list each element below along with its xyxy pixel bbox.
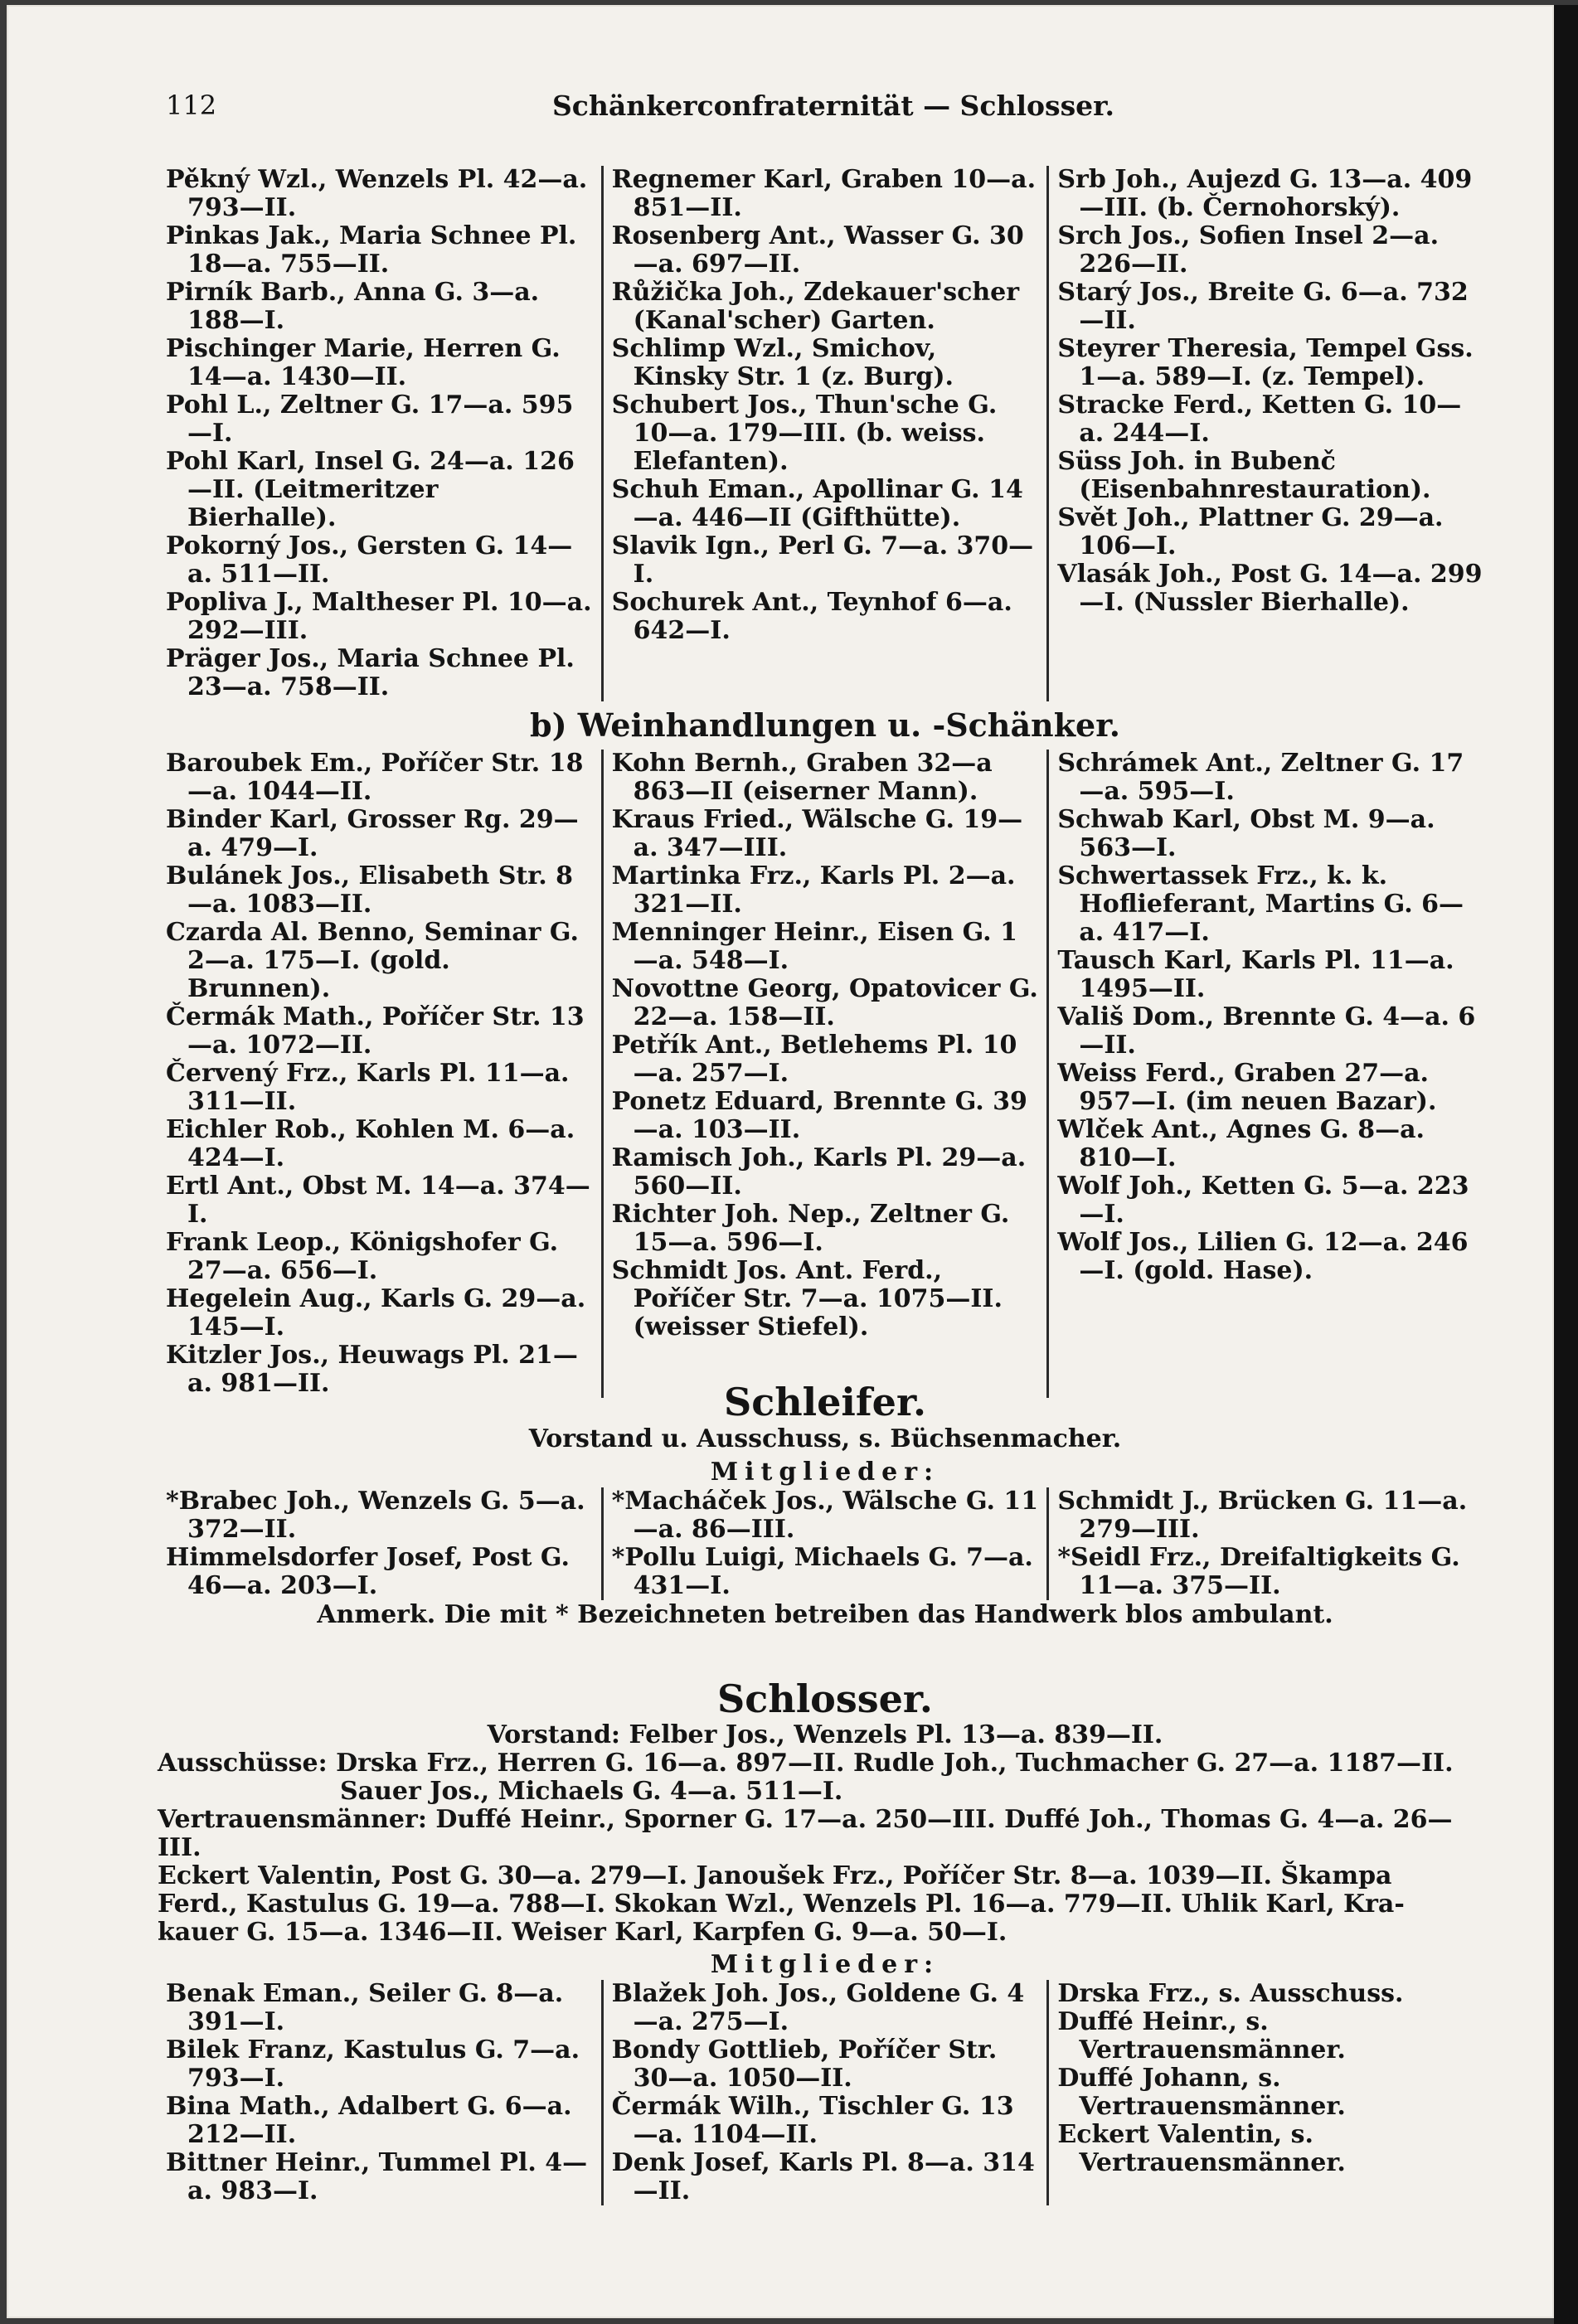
directory-entry: Schmidt Jos. Ant. Ferd., Poříčer Str. 7—a. 1075—II. (weisser Stiefel). <box>611 1256 1003 1342</box>
directory-entry: Tausch Karl, Karls Pl. 11—a. 1495—II. <box>1057 946 1454 1003</box>
running-title: Schänkerconfraternität — Schlosser. <box>551 90 1115 122</box>
directory-entry: Baroubek Em., Poříčer Str. 18—a. 1044—II. <box>166 750 584 806</box>
directory-entry: Denk Josef, Karls Pl. 8—a. 314—II. <box>611 2148 1035 2205</box>
directory-entry: Svět Joh., Plattner G. 29—a. 106—I. <box>1057 503 1444 560</box>
directory-entry: Weiss Ferd., Graben 27—a. 957—I. (im neuen Bazar). <box>1057 1059 1437 1116</box>
directory-entry: Duffé Johann, s. Vertrauensmänner. <box>1057 2064 1346 2121</box>
directory-entry: Sochurek Ant., Teynhof 6—a. 642—I. <box>611 588 1012 645</box>
directory-entry: Eckert Valentin, s. Vertrauensmänner. <box>1057 2120 1346 2177</box>
directory-entry: Bilek Franz, Kastulus G. 7—a. 793—I. <box>166 2035 580 2093</box>
column-left <box>158 1980 601 2205</box>
section-weinhandlungen <box>158 706 1493 1398</box>
directory-entry: *Macháček Jos., Wälsche G. 11—a. 86—III. <box>611 1487 1039 1544</box>
directory-entry: Kitzler Jos., Heuwags Pl. 21—a. 981—II. <box>166 1341 578 1398</box>
officers-lines <box>158 1721 1493 1947</box>
directory-entry: Wolf Jos., Lilien G. 12—a. 246—I. (gold. Hase). <box>1057 1228 1469 1285</box>
directory-entry: Schuh Eman., Apollinar G. 14—a. 446—II (Gifthütte). <box>611 475 1023 532</box>
directory-entry: Bulánek Jos., Elisabeth Str. 8—a. 1083—II. <box>166 861 574 919</box>
directory-entry: Ertl Ant., Obst M. 14—a. 374—I. <box>166 1172 590 1229</box>
officers-line: Vertrauensmänner: Duffé Heinr., Sporner G. 17—a. 250—III. Duffé Joh., Thomas G. 4—a. 26—III. <box>158 1805 1453 1862</box>
column-right <box>1046 1980 1493 2205</box>
mitglieder-label: Mitglieder: <box>710 1950 940 1979</box>
directory-entry: Himmelsdorfer Josef, Post G. 46—a. 203—I. <box>166 1543 570 1600</box>
officers-line: kauer G. 15—a. 1346—II. Weiser Karl, Karpfen G. 9—a. 50—I. <box>158 1918 1007 1947</box>
directory-entry: Novottne Georg, Opatovicer G. 22—a. 158—II. <box>611 974 1038 1031</box>
mitglieder-label: Mitglieder: <box>710 1458 940 1487</box>
directory-entry: Ponetz Eduard, Brennte G. 39—a. 103—II. <box>611 1087 1027 1144</box>
directory-entry: Pischinger Marie, Herren G. 14—a. 1430—II. <box>166 334 561 391</box>
directory-entry: Starý Jos., Breite G. 6—a. 732—II. <box>1057 278 1469 335</box>
directory-entry: Vališ Dom., Brennte G. 4—a. 6—II. <box>1057 1002 1476 1060</box>
directory-entry: Ramisch Joh., Karls Pl. 29—a. 560—II. <box>611 1143 1027 1201</box>
column-left <box>158 166 601 701</box>
column-middle <box>601 750 1047 1398</box>
section-heading: b) Weinhandlungen u. -Schänker. <box>530 706 1120 744</box>
directory-entry: Čermák Math., Poříčer Str. 13—a. 1072—II. <box>166 1002 585 1060</box>
officers-line: Ausschüsse: Drska Frz., Herren G. 16—a. 897—II. Rudle Joh., Tuchmacher G. 27—a. 1187—II. <box>158 1749 1454 1778</box>
directory-entry: Pokorný Jos., Gersten G. 14—a. 511—II. <box>166 531 573 589</box>
directory-entry: Růžička Joh., Zdekauer'scher (Kanal'scher) Garten. <box>611 278 1020 335</box>
page-edge <box>1554 5 1578 2324</box>
directory-entry: Schwab Karl, Obst M. 9—a. 563—I. <box>1057 805 1435 862</box>
directory-entry: Drska Frz., s. Ausschuss. <box>1057 1980 1404 2008</box>
column-middle <box>601 1980 1047 2205</box>
directory-entry: Hegelein Aug., Karls G. 29—a. 145—I. <box>166 1284 586 1342</box>
footnote: Anmerk. Die mit * Bezeichneten betreiben das Handwerk blos ambulant. <box>317 1600 1333 1629</box>
directory-entry: Martinka Frz., Karls Pl. 2—a. 321—II. <box>611 861 1016 919</box>
directory-entry: Petřík Ant., Betlehems Pl. 10—a. 257—I. <box>611 1031 1017 1088</box>
officers-line: Sauer Jos., Michaels G. 4—a. 511—I. <box>340 1777 843 1806</box>
column-middle <box>601 1487 1047 1600</box>
directory-entry: Richter Joh. Nep., Zeltner G. 15—a. 596—I. <box>611 1200 1010 1257</box>
directory-entry: Süss Joh. in Bubenč (Eisenbahnrestauration). <box>1057 447 1431 504</box>
directory-entry: Stracke Ferd., Ketten G. 10—a. 244—I. <box>1057 391 1462 448</box>
directory-entry: Binder Karl, Grosser Rg. 29—a. 479—I. <box>166 805 579 862</box>
directory-entry: Präger Jos., Maria Schnee Pl. 23—a. 758—II. <box>166 644 575 701</box>
directory-entry: Blažek Joh. Jos., Goldene G. 4—a. 275—I. <box>611 1980 1025 2036</box>
page-header <box>166 90 1501 126</box>
vorstand-line: Vorstand u. Ausschuss, s. Büchsenmacher. <box>528 1424 1122 1453</box>
officers-line: Ferd., Kastulus G. 19—a. 788—I. Skokan Wzl., Wenzels Pl. 16—a. 779—II. Uhlik Karl, Kra- <box>158 1890 1405 1919</box>
directory-entry: Kohn Bernh., Graben 32—a 863—II (eiserner Mann). <box>611 750 993 806</box>
section-heading: Schlosser. <box>717 1676 933 1721</box>
directory-entry: Červený Frz., Karls Pl. 11—a. 311—II. <box>166 1059 570 1116</box>
directory-entry: Regnemer Karl, Graben 10—a. 851—II. <box>611 166 1037 222</box>
directory-entry: Pohl L., Zeltner G. 17—a. 595—I. <box>166 391 574 448</box>
directory-entry: Pinkas Jak., Maria Schnee Pl. 18—a. 755—II. <box>166 221 577 279</box>
directory-entry: Čermák Wilh., Tischler G. 13—a. 1104—II. <box>611 2092 1014 2149</box>
directory-entry: Eichler Rob., Kohlen M. 6—a. 424—I. <box>166 1115 575 1172</box>
directory-entry: Czarda Al. Benno, Seminar G. 2—a. 175—I. (gold. Brunnen). <box>166 918 579 1003</box>
directory-entry: *Seidl Frz., Dreifaltigkeits G. 11—a. 375—II. <box>1057 1543 1460 1600</box>
officers-line: Vorstand: Felber Jos., Wenzels Pl. 13—a. 839—II. <box>487 1720 1163 1749</box>
directory-entry: Menninger Heinr., Eisen G. 1—a. 548—I. <box>611 918 1017 975</box>
officers-line: Eckert Valentin, Post G. 30—a. 279—I. Janoušek Frz., Poříčer Str. 8—a. 1039—II. Škampa <box>158 1861 1392 1890</box>
directory-entry: Steyrer Theresia, Tempel Gss. 1—a. 589—I. (z. Tempel). <box>1057 334 1474 391</box>
directory-entry: Schrámek Ant., Zeltner G. 17—a. 595—I. <box>1057 750 1464 806</box>
column-right <box>1046 1487 1493 1600</box>
directory-entry: Vlasák Joh., Post G. 14—a. 299—I. (Nussler Bierhalle). <box>1057 560 1483 617</box>
column-right <box>1046 166 1493 701</box>
directory-entry: Schubert Jos., Thun'sche G. 10—a. 179—III. (b. weiss. Elefanten). <box>611 391 998 476</box>
directory-entry: Kraus Fried., Wälsche G. 19—a. 347—III. <box>611 805 1023 862</box>
section-top <box>158 166 1493 701</box>
directory-entry: Pěkný Wzl., Wenzels Pl. 42—a. 793—II. <box>166 166 588 222</box>
directory-entry: Frank Leop., Königshofer G. 27—a. 656—I. <box>166 1228 559 1285</box>
directory-entry: Duffé Heinr., s. Vertrauensmänner. <box>1057 2007 1346 2064</box>
directory-entry: Slavik Ign., Perl G. 7—a. 370—I. <box>611 531 1034 589</box>
directory-entry: Pirník Barb., Anna G. 3—a. 188—I. <box>166 278 540 335</box>
directory-entry: *Pollu Luigi, Michaels G. 7—a. 431—I. <box>611 1543 1033 1600</box>
directory-entry: Schwertassek Frz., k. k. Hoflieferant, Martins G. 6—a. 417—I. <box>1057 861 1464 947</box>
section-schlosser <box>158 1676 1493 2205</box>
directory-entry: Benak Eman., Seiler G. 8—a. 391—I. <box>166 1980 564 2036</box>
directory-entry: Rosenberg Ant., Wasser G. 30—a. 697—II. <box>611 221 1024 279</box>
section-schleifer <box>158 1380 1493 1630</box>
directory-entry: Pohl Karl, Insel G. 24—a. 126—II. (Leitmeritzer Bierhalle). <box>166 447 575 532</box>
directory-entry: Srb Joh., Aujezd G. 13—a. 409—III. (b. Černohorský). <box>1057 166 1473 222</box>
column-left <box>158 1487 601 1600</box>
page-number: 112 <box>166 90 217 121</box>
column-left <box>158 750 601 1398</box>
directory-entry: Schlimp Wzl., Smichov, Kinsky Str. 1 (z. Burg). <box>611 334 954 391</box>
directory-entry: Schmidt J., Brücken G. 11—a. 279—III. <box>1057 1487 1468 1544</box>
directory-entry: Bondy Gottlieb, Poříčer Str. 30—a. 1050—II. <box>611 2035 998 2093</box>
directory-entry: Bina Math., Adalbert G. 6—a. 212—II. <box>166 2092 572 2149</box>
directory-entry: Bittner Heinr., Tummel Pl. 4—a. 983—I. <box>166 2148 588 2205</box>
section-heading: Schleifer. <box>724 1380 926 1424</box>
directory-entry: *Brabec Joh., Wenzels G. 5—a. 372—II. <box>166 1487 585 1544</box>
directory-entry: Popliva J., Maltheser Pl. 10—a. 292—III. <box>166 588 592 645</box>
directory-entry: Wlček Ant., Agnes G. 8—a. 810—I. <box>1057 1115 1425 1172</box>
directory-entry: Srch Jos., Sofien Insel 2—a. 226—II. <box>1057 221 1440 279</box>
column-middle <box>601 166 1047 701</box>
directory-entry: Wolf Joh., Ketten G. 5—a. 223—I. <box>1057 1172 1469 1229</box>
column-right <box>1046 750 1493 1398</box>
